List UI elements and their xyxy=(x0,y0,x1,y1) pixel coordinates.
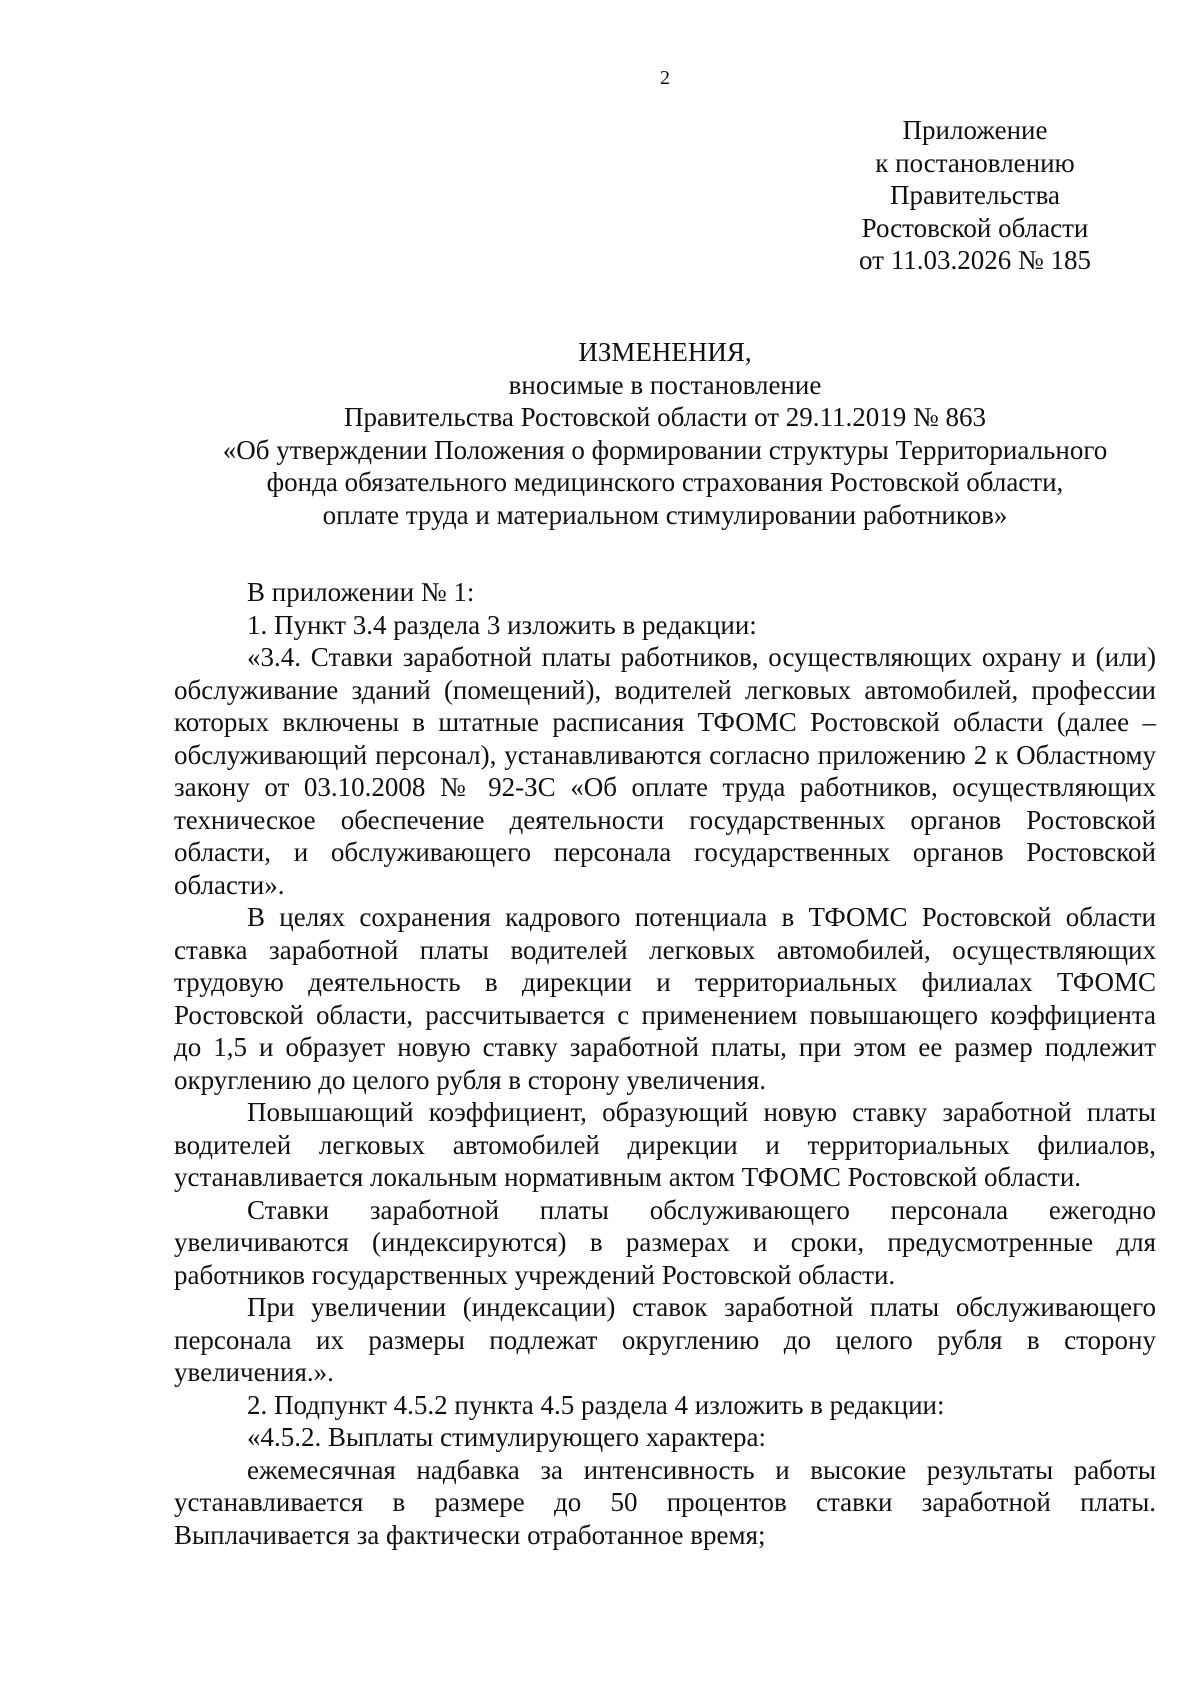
paragraph: При увеличении (индексации) ставок заработной платы обслуживающего персонала их размеры подлежат округлению до целого рубля в сторону увеличения.». xyxy=(174,1292,1156,1387)
paragraph: 2. Подпункт 4.5.2 пункта 4.5 раздела 4 изложить в редакции: xyxy=(247,1389,945,1420)
paragraph: В приложении № 1: xyxy=(247,577,475,607)
paragraph: 1. Пункт 3.4 раздела 3 изложить в редакции: xyxy=(247,609,757,640)
paragraph: Повышающий коэффициент, образующий новую ставку заработной платы водителей легковых автомобилей дирекции и территориальных филиалов, устанавливается локальным нормативным актом ТФОМС Ростовской области. xyxy=(174,1097,1156,1192)
document-body xyxy=(174,576,1156,1551)
approval-line: от 11.03.2026 № 185 xyxy=(859,245,1091,275)
paragraph: Ставки заработной платы обслуживающего персонала ежегодно увеличиваются (индексируются) в размерах и сроки, предусмотренные для работников государственных учреждений Ростовской области. xyxy=(174,1194,1156,1290)
heading-line: «Об утверждении Положения о формировании структуры Территориального xyxy=(222,434,1108,465)
approval-block xyxy=(830,114,1120,277)
paragraph: «4.5.2. Выплаты стимулирующего характера: xyxy=(247,1422,766,1452)
approval-line: Правительства xyxy=(890,180,1060,210)
approval-line: Ростовской области xyxy=(861,212,1089,243)
paragraph: В целях сохранения кадрового потенциала в ТФОМС Ростовской области ставка заработной платы водителей легковых автомобилей, осуществляющих трудовую деятельность в дирекции и территориальных филиалах ТФОМС Ростовской области, рассчитывается с применением повышающего коэффициента до 1,5 и образует новую ставку заработной платы, при этом ее размер подлежит округлению до целого рубля в сторону увеличения. xyxy=(174,902,1156,1095)
approval-line: к постановлению xyxy=(875,147,1075,178)
paragraph: «3.4. Ставки заработной платы работников, осуществляющих охрану и (или) обслуживание зданий (помещений), водителей легковых автомобилей, профессии которых включены в штатные расписания ТФОМС Ростовской области (далее – обслуживающий персонал), устанавливаются согласно приложению 2 к Областному закону от 03.10.2008 № 92-ЗС «Об оплате труда работников, осуществляющих техническое обеспечение деятельности государственных органов Ростовской области, и обслуживающего персонала государственных органов Ростовской области». xyxy=(174,642,1156,900)
heading-line: оплате труда и материальном стимулировании работников» xyxy=(322,499,1008,530)
heading-line: фонда обязательного медицинского страхования Ростовской области, xyxy=(266,467,1064,497)
document-title: ИЗМЕНЕНИЯ, xyxy=(578,337,752,367)
document-heading xyxy=(0,336,1200,531)
paragraph: ежемесячная надбавка за интенсивность и высокие результаты работы устанавливается в размере до 50 процентов ставки заработной платы. Выплачивается за фактически отработанное время; xyxy=(174,1454,1156,1550)
heading-line: вносимые в постановление xyxy=(508,369,822,400)
page-number: 2 xyxy=(660,67,670,89)
approval-line: Приложение xyxy=(902,115,1048,145)
heading-line: Правительства Ростовской области от 29.11.2019 № 863 xyxy=(343,402,987,432)
